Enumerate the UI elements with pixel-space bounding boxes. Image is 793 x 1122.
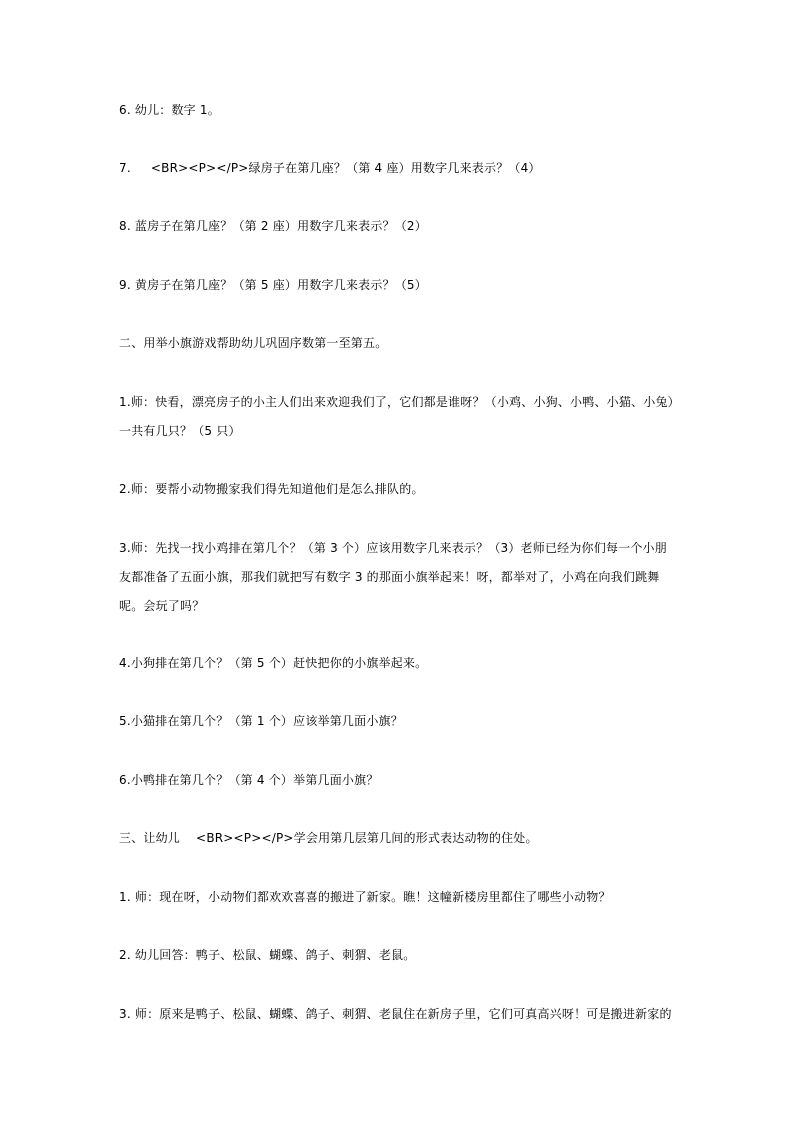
paragraph: 2. 幼儿回答：鸭子、松鼠、蝴蝶、鸽子、刺猬、老鼠。 [119,948,416,962]
paragraph: 6.小鸭排在第几个？（第 4 个）举第几面小旗？ [119,773,379,787]
paragraph: 8. 蓝房子在第几座？（第 2 座）用数字几来表示？（2） [119,219,427,233]
paragraph: 5.小猫排在第几个？（第 1 个）应该举第几面小旗？ [119,714,403,728]
paragraph: 4.小狗排在第几个？（第 5 个）赶快把你的小旗举起来。 [119,656,428,670]
paragraph: 6. 幼儿：数字 1。 [119,103,220,117]
paragraph: 3.师：先找一找小鸡排在第几个？（第 3 个）应该用数字几来表示？（3）老师已经为你们每一个小朋友都准备了五面小旗，那我们就把写有数字 3 的那面小旗举起来！呀，都举对了，小鸡在向我们跳舞呢。会玩了吗？ [119,541,667,613]
paragraph: 1. 师：现在呀，小动物们都欢欢喜喜的搬进了新家。瞧！这幢新楼房里都住了哪些小动物？ [119,890,611,904]
paragraph: 9. 黄房子在第几座？（第 5 座）用数字几来表示？（5） [119,278,427,292]
paragraph: 7. <BR><P></P>绿房子在第几座？（第 4 座）用数字几来表示？（4） [119,161,541,175]
section-heading: 三、让幼儿 <BR><P></P>学会用第几层第几间的形式表达动物的住处。 [119,831,538,845]
section-heading: 二、用举小旗游戏帮助幼儿巩固序数第一至第五。 [119,336,388,350]
paragraph: 3. 师：原来是鸭子、松鼠、蝴蝶、鸽子、刺猬、老鼠住在新房子里，它们可真高兴呀！可是搬进新家的 [119,1007,672,1021]
paragraph: 1.师：快看，漂亮房子的小主人们出来欢迎我们了，它们都是谁呀？（小鸡、小狗、小鸭、小猫、小兔）一共有几只？（5 只） [119,395,674,438]
paragraph: 2.师：要帮小动物搬家我们得先知道他们是怎么排队的。 [119,482,424,496]
